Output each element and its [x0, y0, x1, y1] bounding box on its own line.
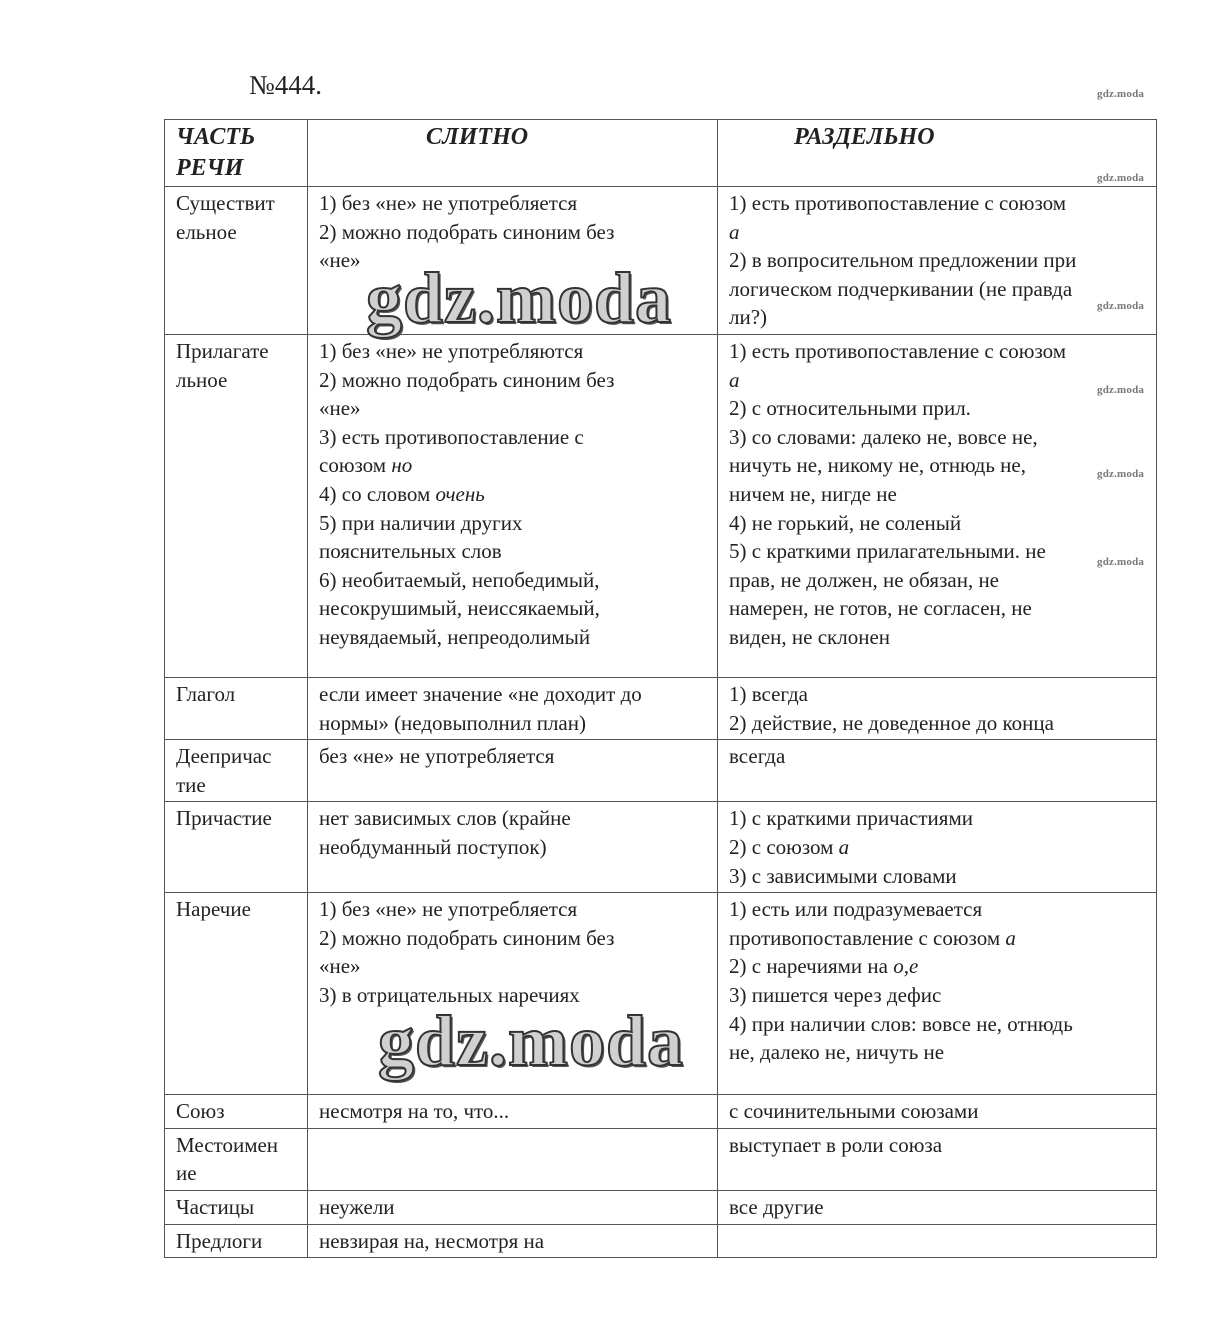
cell-text: 1) без «не» не употребляется [319, 897, 578, 922]
cell-text: «не» [319, 954, 361, 979]
cell-text: ие [176, 1161, 197, 1186]
cell-text: 3) есть противопоставление с [319, 424, 584, 449]
cell-text: нет зависимых слов (крайне [319, 806, 571, 831]
cell-text: если имеет значение «не доходит до [319, 681, 642, 706]
header-together [308, 120, 718, 187]
cell-separately [718, 677, 1157, 739]
cell-text: неужели [319, 1194, 395, 1219]
table-header-row [165, 120, 1157, 187]
cell-text: 5) при наличии других [319, 510, 523, 535]
cell-text: льное [176, 367, 228, 392]
cell-text: всегда [729, 744, 786, 769]
cell-text: а [729, 219, 740, 244]
cell-text: 4) со словом [319, 481, 436, 506]
cell-text: с сочинительными союзами [729, 1099, 979, 1124]
table-row [165, 334, 1157, 677]
watermark-small: gdz.moda [1097, 468, 1145, 480]
cell-text: Глагол [176, 681, 236, 706]
table-row [165, 802, 1157, 893]
table-row [165, 1128, 1157, 1190]
cell-text: 1) есть или подразумевается [729, 897, 983, 922]
header-text: СЛИТНО [426, 124, 529, 150]
cell-text: 1) без «не» не употребляются [319, 338, 584, 363]
watermark-small: gdz.moda [1097, 556, 1145, 568]
cell-part-of-speech [165, 740, 308, 802]
cell-text: логическом подчеркивании (не правда [729, 276, 1073, 301]
cell-text: необдуманный поступок) [319, 834, 547, 859]
cell-together [308, 802, 718, 893]
watermark-big: gdz.moda [378, 1001, 685, 1081]
cell-text: Частицы [176, 1194, 255, 1219]
cell-separately [718, 893, 1157, 1095]
cell-text: невзирая на, несмотря на [319, 1228, 545, 1253]
cell-text: нормы» (недовыполнил план) [319, 710, 586, 735]
cell-text: ничем не, нигде не [729, 481, 897, 506]
cell-text: 3) с зависимыми словами [729, 863, 957, 888]
cell-together [308, 334, 718, 677]
cell-text: 3) со словами: далеко не, вовсе не, [729, 424, 1038, 449]
cell-text: виден, не склонен [729, 624, 891, 649]
cell-text: неувядаемый, непреодолимый [319, 624, 591, 649]
cell-text: 2) можно подобрать синоним без [319, 367, 615, 392]
table-row [165, 740, 1157, 802]
cell-text: Наречие [176, 897, 251, 922]
watermark-small: gdz.moda [1097, 88, 1145, 100]
cell-separately [718, 1190, 1157, 1224]
cell-text: все другие [729, 1194, 824, 1219]
cell-text: Местоимен [176, 1132, 279, 1157]
cell-part-of-speech [165, 1128, 308, 1190]
cell-together [308, 1224, 718, 1258]
cell-text: 2) можно подобрать синоним без [319, 219, 615, 244]
cell-text: 2) с союзом [729, 834, 839, 859]
cell-together [308, 677, 718, 739]
cell-text: 1) есть противопоставление с союзом [729, 338, 1067, 363]
cell-part-of-speech [165, 893, 308, 1095]
table-row [165, 677, 1157, 739]
cell-together [308, 1095, 718, 1129]
cell-separately [718, 1128, 1157, 1190]
cell-text: 1) всегда [729, 681, 809, 706]
cell-part-of-speech [165, 1095, 308, 1129]
cell-text: 3) в отрицательных наречиях [319, 982, 580, 1007]
cell-text: а [729, 367, 740, 392]
cell-part-of-speech [165, 677, 308, 739]
cell-text: 1) с краткими причастиями [729, 806, 973, 831]
cell-text: выступает в роли союза [729, 1132, 943, 1157]
watermark-small: gdz.moda [1097, 172, 1145, 184]
cell-text: 2) с наречиями на [729, 954, 894, 979]
cell-text: Деепричас [176, 744, 272, 769]
cell-part-of-speech [165, 802, 308, 893]
header-text: ЧАСТЬ [176, 124, 256, 150]
cell-text: Союз [176, 1099, 225, 1124]
cell-text: ельное [176, 219, 237, 244]
cell-text: «не» [319, 248, 361, 273]
cell-text: а [1005, 925, 1016, 950]
cell-text: 3) пишется через дефис [729, 982, 942, 1007]
cell-separately [718, 740, 1157, 802]
cell-text: Существит [176, 191, 275, 215]
cell-text: 6) необитаемый, непобедимый, [319, 567, 600, 592]
cell-text: 5) с краткими прилагательными. не [729, 539, 1046, 564]
cell-text: 4) не горький, не соленый [729, 510, 962, 535]
cell-part-of-speech [165, 187, 308, 335]
header-separately [718, 120, 1157, 187]
cell-text: Прилагате [176, 338, 269, 363]
cell-text: Предлоги [176, 1228, 263, 1253]
cell-text: ничуть не, никому не, отнюдь не, [729, 453, 1026, 478]
cell-text: о,е [893, 954, 919, 979]
cell-text: 4) при наличии слов: вовсе не, отнюдь [729, 1011, 1073, 1036]
cell-text: прав, не должен, не обязан, не [729, 567, 1000, 592]
cell-text: без «не» не употребляется [319, 744, 555, 769]
cell-text: противопоставление с союзом [729, 925, 1006, 950]
cell-together [308, 1190, 718, 1224]
cell-text: ли?) [729, 305, 768, 330]
cell-text: 2) в вопросительном предложении при [729, 248, 1077, 273]
cell-part-of-speech [165, 1190, 308, 1224]
cell-separately [718, 1224, 1157, 1258]
cell-text: 1) без «не» не употребляется [319, 191, 578, 215]
cell-text: но [391, 453, 413, 478]
table-row [165, 1224, 1157, 1258]
header-text: РЕЧИ [176, 155, 244, 181]
watermark-small: gdz.moda [1097, 300, 1145, 312]
cell-text: 2) действие, не доведенное до конца [729, 710, 1054, 735]
cell-text: «не» [319, 396, 361, 421]
cell-separately [718, 334, 1157, 677]
cell-text: 2) можно подобрать синоним без [319, 925, 615, 950]
cell-text: пояснительных слов [319, 539, 502, 564]
cell-separately [718, 802, 1157, 893]
cell-text: союзом [319, 453, 392, 478]
cell-separately [718, 1095, 1157, 1129]
cell-text: Причастие [176, 806, 272, 831]
cell-text: а [838, 834, 850, 859]
cell-part-of-speech [165, 334, 308, 677]
page-number: №444. [249, 70, 323, 100]
table-row [165, 1190, 1157, 1224]
cell-text: не, далеко не, ничуть не [729, 1040, 945, 1065]
cell-together [308, 1128, 718, 1190]
cell-text: 2) с относительными прил. [729, 396, 971, 421]
cell-part-of-speech [165, 1224, 308, 1258]
header-part-of-speech [165, 120, 308, 187]
cell-text: намерен, не готов, не согласен, не [729, 596, 1032, 621]
table-row [165, 1095, 1157, 1129]
cell-text: 1) есть противопоставление с союзом [729, 191, 1067, 215]
header-text: РАЗДЕЛЬНО [794, 124, 935, 150]
cell-text: несмотря на то, что... [319, 1099, 510, 1124]
cell-together [308, 740, 718, 802]
watermark-small: gdz.moda [1097, 384, 1145, 396]
cell-text: несокрушимый, неиссякаемый, [319, 596, 600, 621]
cell-text: очень [435, 481, 485, 506]
cell-separately [718, 187, 1157, 335]
watermark-big: gdz.moda [366, 258, 673, 338]
cell-text: тие [176, 772, 206, 797]
